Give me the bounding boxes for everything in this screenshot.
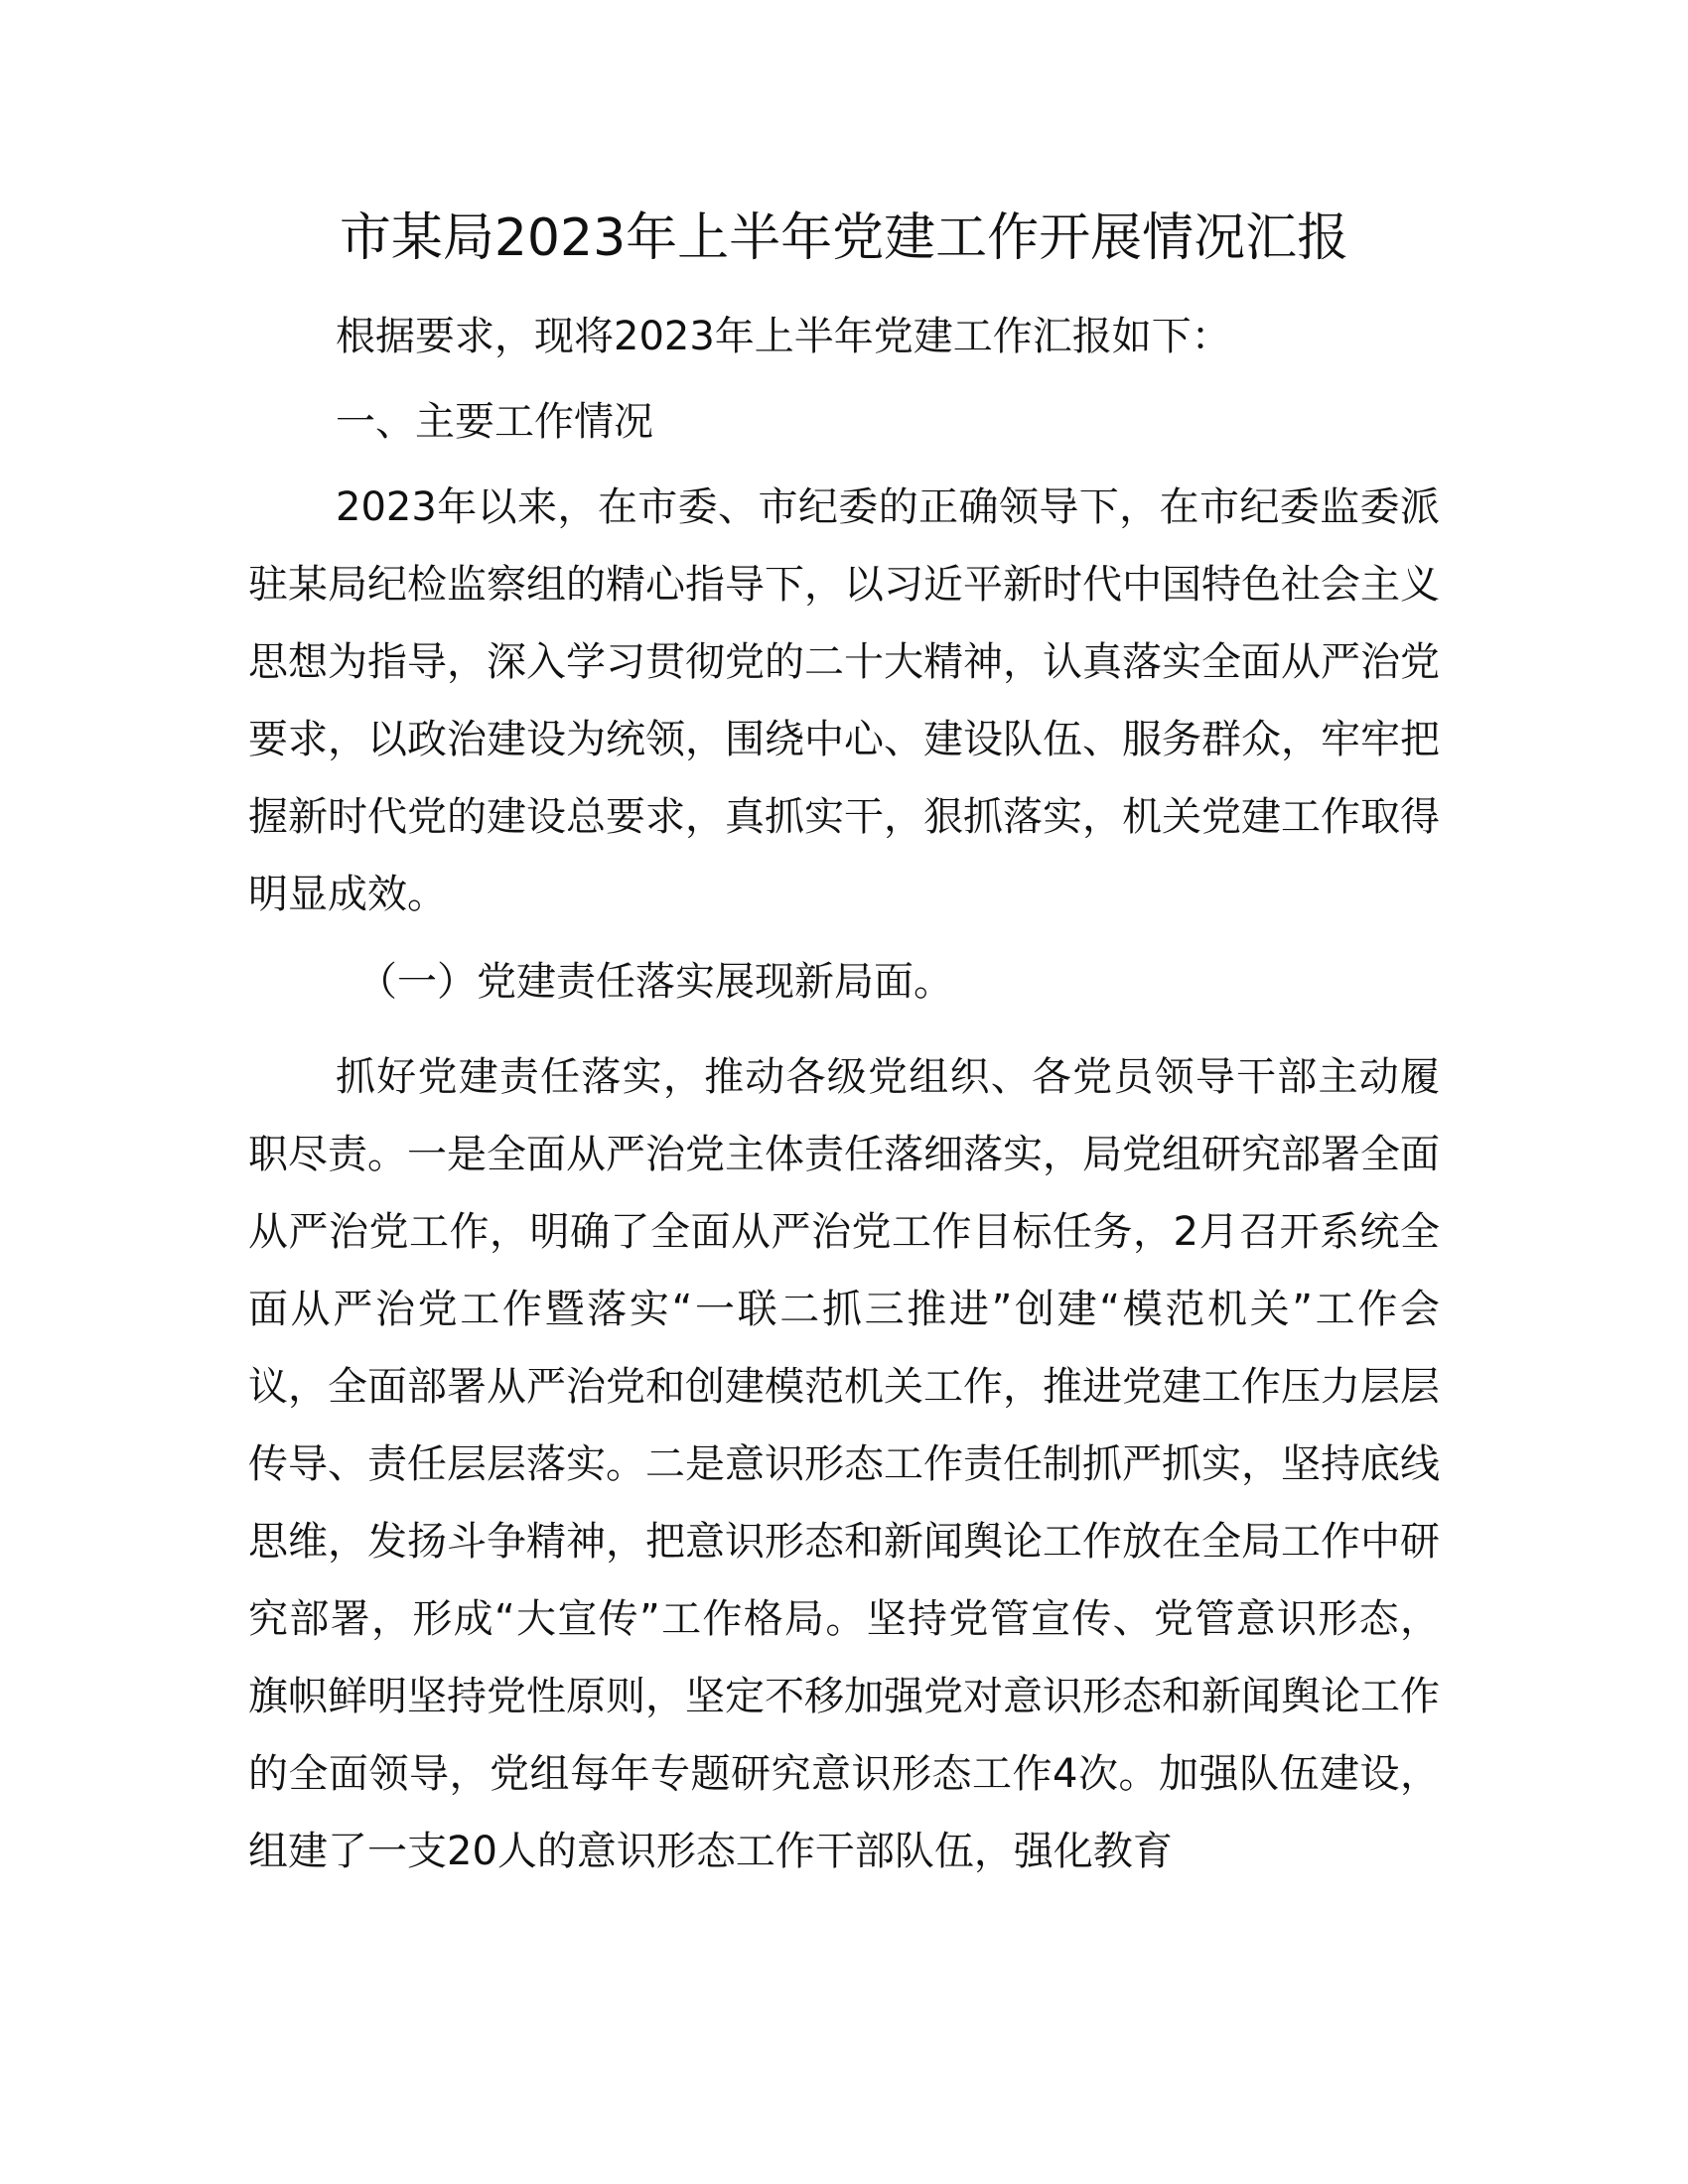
- intro-paragraph: 根据要求，现将2023年上半年党建工作汇报如下：: [336, 314, 1231, 359]
- document-page: [248, 199, 1440, 1890]
- section-paragraph-overview: 2023年以来，在市委、市纪委的正确领导下，在市纪委监委派驻某局纪检监察组的精心指导下，以习近平新时代中国特色社会主义思想为指导，深入学习贯彻党的二十大精神，认真落实全面从严治党要求，以政治建设为统领，围绕中心、建设队伍、服务群众，牢牢把握新时代党的建设总要求，真抓实干，狠抓落实，机关党建工作取得明显成效。: [248, 484, 1440, 917]
- subsection-paragraph-responsibility: 抓好党建责任落实，推动各级党组织、各党员领导干部主动履职尽责。一是全面从严治党主体责任落细落实，局党组研究部署全面从严治党工作，明确了全面从严治党工作目标任务，2月召开系统全面从严治党工作暨落实“一联二抓三推进”创建“模范机关”工作会议，全面部署从严治党和创建模范机关工作，推进党建工作压力层层传导、责任层层落实。二是意识形态工作责任制抓严抓实，坚持底线思维，发扬斗争精神，把意识形态和新闻舆论工作放在全局工作中研究部署，形成“大宣传”工作格局。坚持党管宣传、党管意识形态，旗帜鲜明坚持党性原则，坚定不移加强党对意识形态和新闻舆论工作的全面领导，党组每年专题研究意识形态工作4次。加强队伍建设，组建了一支20人的意识形态工作干部队伍，强化教育: [248, 1054, 1440, 1874]
- subsection-heading-responsibility: （一）党建责任落实展现新局面。: [357, 959, 953, 1005]
- spacer: [248, 1028, 1440, 1038]
- spacer: [248, 933, 1440, 943]
- section-heading-main-work: 一、主要工作情况: [336, 399, 653, 445]
- document-title: 市某局2023年上半年党建工作开展情况汇报: [339, 208, 1349, 268]
